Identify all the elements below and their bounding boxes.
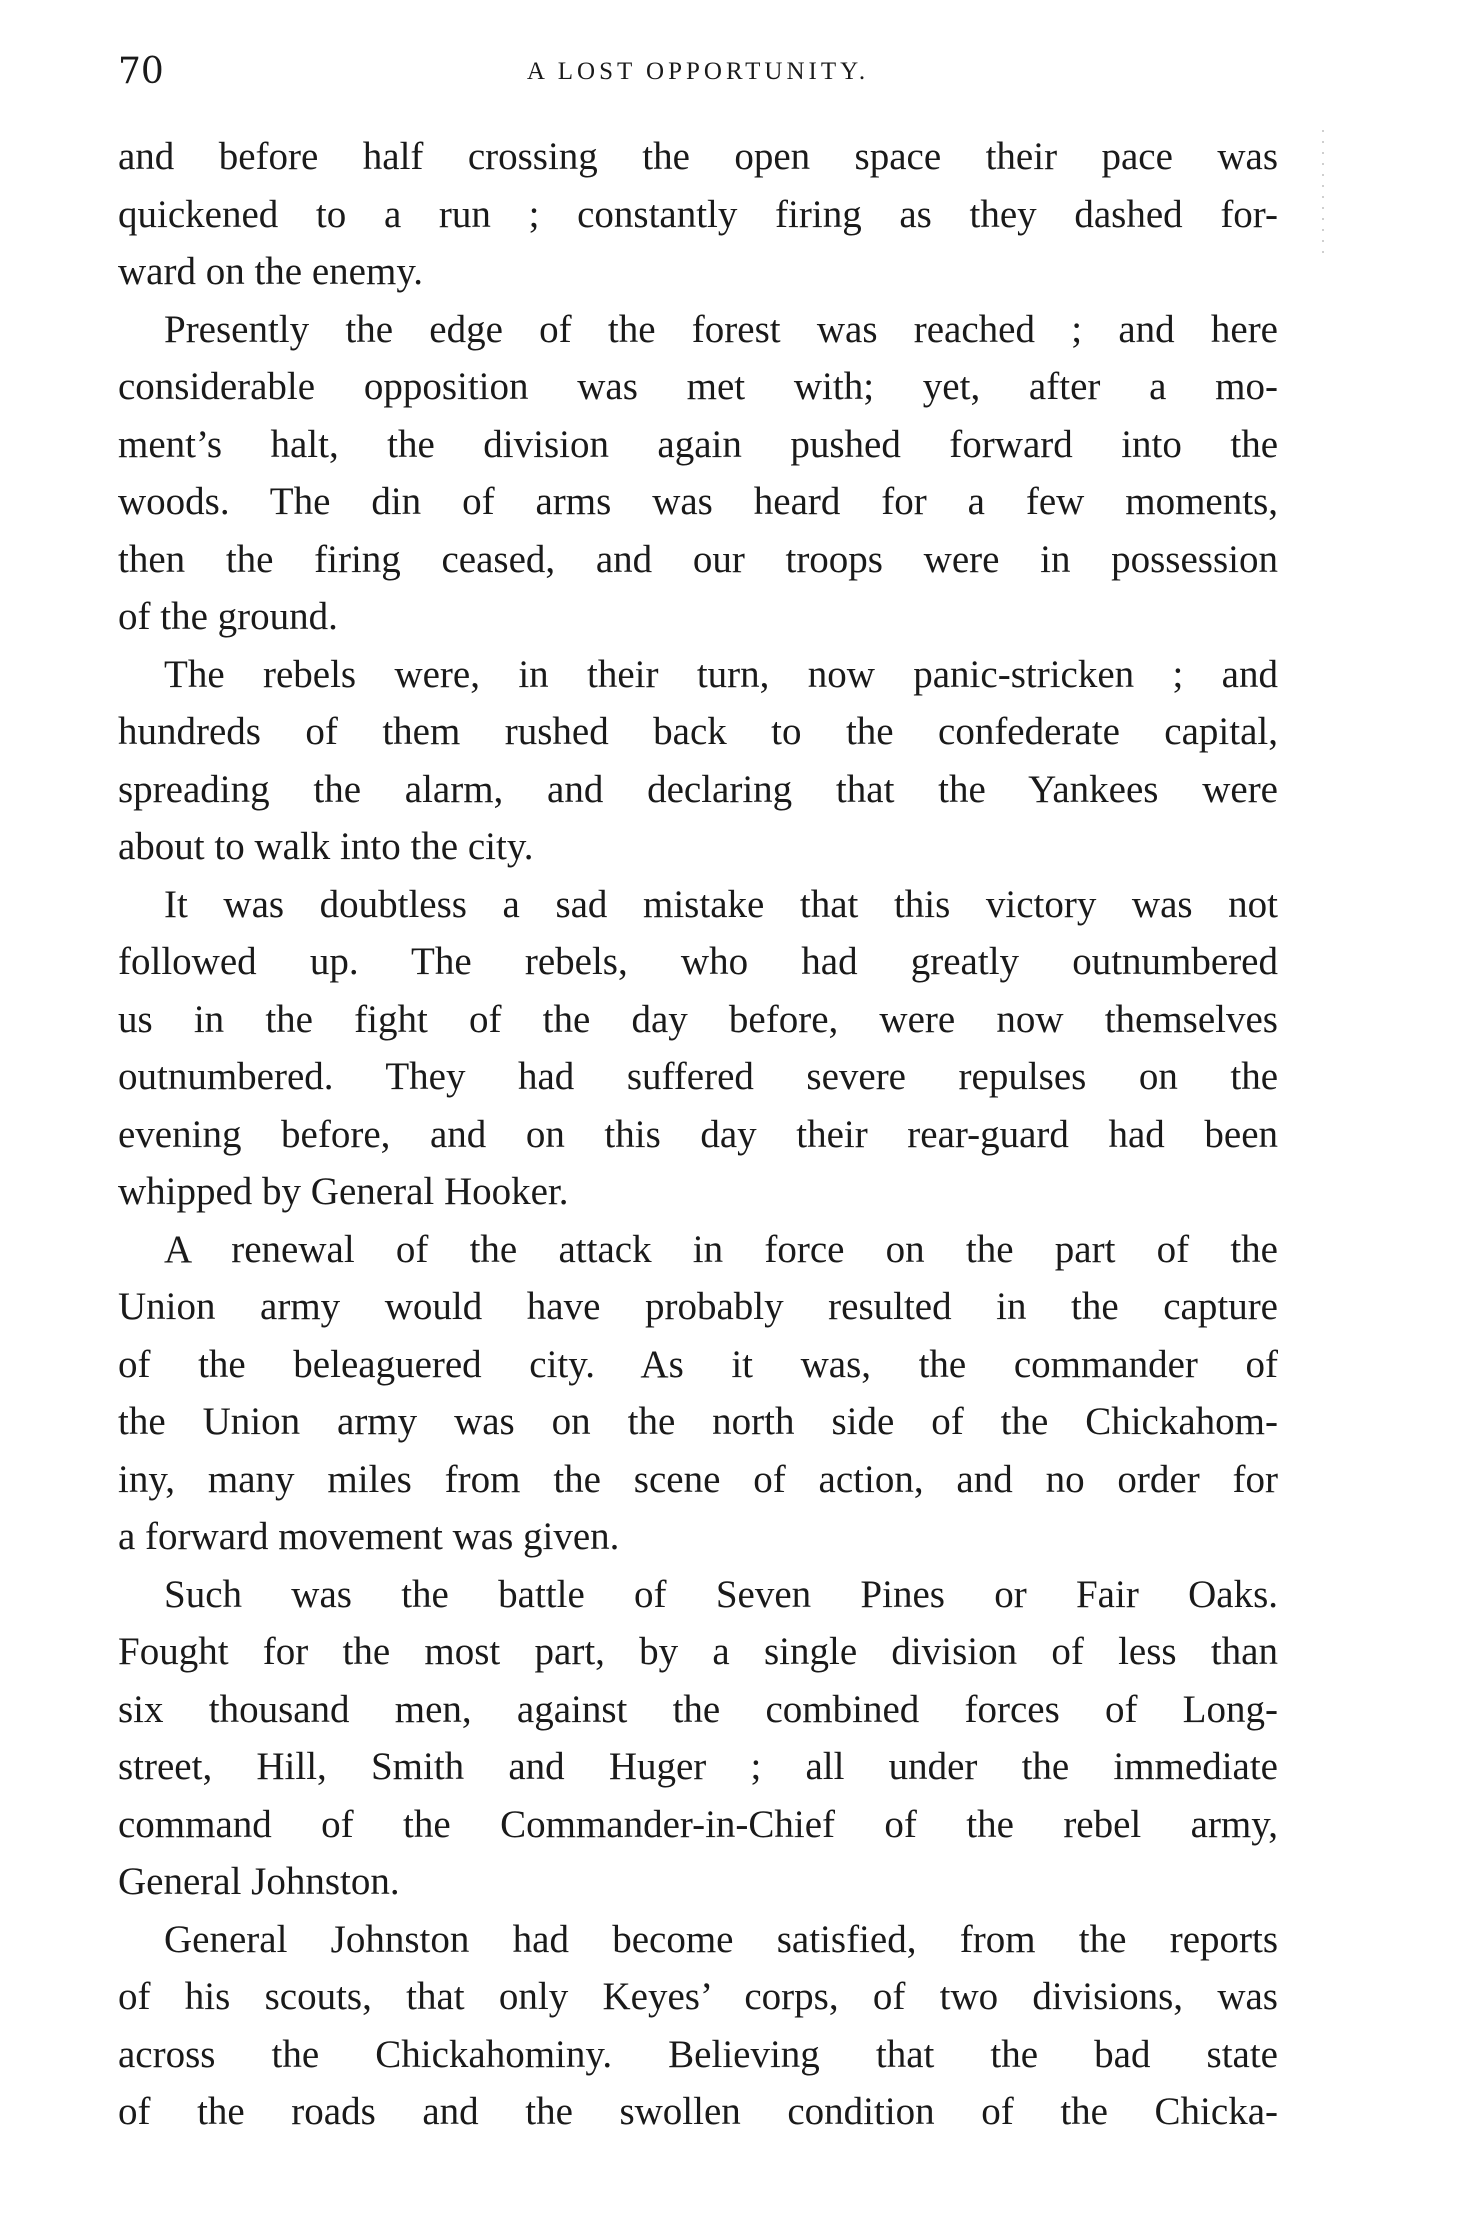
paragraph-2 <box>118 301 1278 646</box>
running-head <box>118 42 1278 102</box>
text-line: woods. The din of arms was heard for a few moments, <box>118 480 1278 523</box>
paragraph-3 <box>118 646 1278 876</box>
text-line: the Union army was on the north side of the Chickahom- <box>118 1400 1278 1443</box>
text-line: ment’s halt, the division again pushed forward into the <box>118 422 1278 466</box>
paragraph-6 <box>118 1566 1278 1911</box>
paragraph-7 <box>118 1911 1278 2141</box>
text-line: The rebels were, in their turn, now panic-stricken ; and <box>164 652 1278 696</box>
text-line: quickened to a run ; constantly firing as they dashed for- <box>118 192 1278 236</box>
text-line: command of the Commander-in-Chief of the rebel army, <box>118 1802 1278 1846</box>
text-line: six thousand men, against the combined forces of Long- <box>118 1687 1278 1731</box>
text-line: whipped by General Hooker. <box>118 1170 569 1213</box>
text-line: us in the fight of the day before, were now themselves <box>118 997 1278 1041</box>
text-line: A renewal of the attack in force on the part of the <box>164 1227 1278 1271</box>
text-line: about to walk into the city. <box>118 825 534 868</box>
text-line: outnumbered. They had suffered severe repulses on the <box>118 1055 1278 1098</box>
text-line: a forward movement was given. <box>118 1515 620 1558</box>
text-line: spreading the alarm, and declaring that the Yankees were <box>118 767 1278 811</box>
paragraph-5 <box>118 1221 1278 1566</box>
text-line: General Johnston. <box>118 1860 400 1903</box>
text-line: evening before, and on this day their rear-guard had been <box>118 1112 1278 1156</box>
text-line: followed up. The rebels, who had greatly outnumbered <box>118 940 1278 983</box>
text-line: across the Chickahominy. Believing that the bad state <box>118 2032 1278 2076</box>
text-line: then the firing ceased, and our troops were in possession <box>118 537 1278 581</box>
text-line: of his scouts, that only Keyes’ corps, of two divisions, was <box>118 1975 1278 2018</box>
text-line: of the ground. <box>118 595 338 638</box>
text-line: of the beleaguered city. As it was, the commander of <box>118 1342 1278 1386</box>
text-line: Fought for the most part, by a single division of less than <box>118 1630 1278 1673</box>
paragraph-4 <box>118 876 1278 1221</box>
text-line: Such was the battle of Seven Pines or Fair Oaks. <box>164 1572 1278 1616</box>
text-line: and before half crossing the open space their pace was <box>118 135 1278 178</box>
margin-artifact-dots <box>1318 130 1330 350</box>
text-line: Union army would have probably resulted in the capture <box>118 1285 1278 1328</box>
text-line: considerable opposition was met with; yet, after a mo- <box>118 365 1278 408</box>
text-line: It was doubtless a sad mistake that this victory was not <box>164 882 1278 926</box>
body-text <box>118 128 1278 2141</box>
text-line: street, Hill, Smith and Huger ; all under the immediate <box>118 1745 1278 1788</box>
text-line: hundreds of them rushed back to the confederate capital, <box>118 710 1278 753</box>
text-line: General Johnston had become satisfied, from the reports <box>164 1917 1278 1961</box>
text-line: of the roads and the swollen condition of the Chicka- <box>118 2090 1278 2133</box>
running-title: A LOST OPPORTUNITY. <box>526 58 870 85</box>
text-line: ward on the enemy. <box>118 250 424 293</box>
paragraph-1 <box>118 128 1278 301</box>
text-line: iny, many miles from the scene of action, and no order for <box>118 1457 1278 1501</box>
text-line: Presently the edge of the forest was reached ; and here <box>164 307 1278 351</box>
page-number: 70 <box>118 51 164 92</box>
